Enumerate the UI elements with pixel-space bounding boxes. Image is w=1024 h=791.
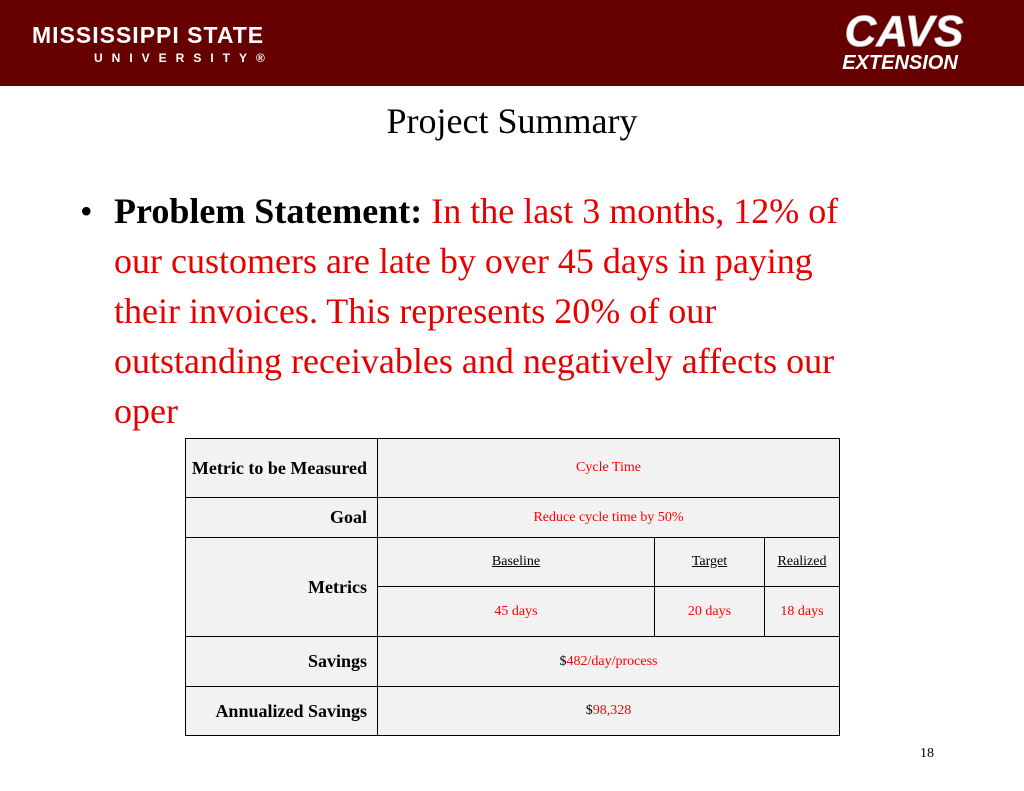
realized-value-cell: 18 days: [765, 587, 840, 637]
header-bar: [0, 0, 1024, 86]
baseline-value-cell: 45 days: [378, 587, 655, 637]
cavs-logo-bottom-text: EXTENSION: [842, 52, 958, 74]
baseline-header-cell: Baseline: [378, 538, 655, 587]
metric-value-cell: Cycle Time: [378, 439, 840, 498]
annualized-amount: 98,328: [592, 703, 632, 718]
table-row: [186, 439, 840, 498]
bullet-icon: •: [80, 191, 93, 231]
problem-statement-text: In the last 3 months, 12% of our customers are late by over 45 days in paying their invoices. This represents 20% of our outstanding receivables and negatively affects our oper: [114, 191, 839, 431]
problem-statement-text-block: [114, 186, 840, 436]
table-row: [186, 498, 840, 538]
savings-currency: $: [559, 653, 567, 669]
cavs-logo-top-text: CAVS: [844, 8, 964, 56]
cavs-extension-logo: [812, 8, 992, 74]
metric-label-cell: Metric to be Measured: [186, 439, 378, 498]
savings-amount: 482/day/process: [566, 653, 658, 669]
msu-logo-sub-text: UNIVERSITY®: [94, 51, 274, 65]
table-row: [186, 687, 840, 736]
target-value-cell: 20 days: [655, 587, 765, 637]
page-number: 18: [920, 746, 934, 761]
target-header-cell: Target: [655, 538, 765, 587]
msu-logo-main-text: MISSISSIPPI STATE: [32, 22, 265, 48]
slide-title: Project Summary: [386, 101, 638, 141]
problem-statement-label: Problem Statement:: [114, 191, 423, 231]
annualized-currency: $: [585, 703, 593, 718]
msu-logo: [32, 21, 274, 65]
savings-value-cell: [378, 637, 840, 687]
table-row: [186, 538, 840, 587]
savings-label-cell: Savings: [186, 637, 378, 687]
metrics-table: [185, 438, 840, 736]
table-row: [186, 637, 840, 687]
goal-value-cell: Reduce cycle time by 50%: [378, 498, 840, 538]
goal-label-cell: Goal: [186, 498, 378, 538]
metrics-label-cell: Metrics: [186, 538, 378, 637]
annualized-savings-label-cell: Annualized Savings: [186, 687, 378, 736]
realized-header-cell: Realized: [765, 538, 840, 587]
annualized-savings-value-cell: [378, 687, 840, 736]
